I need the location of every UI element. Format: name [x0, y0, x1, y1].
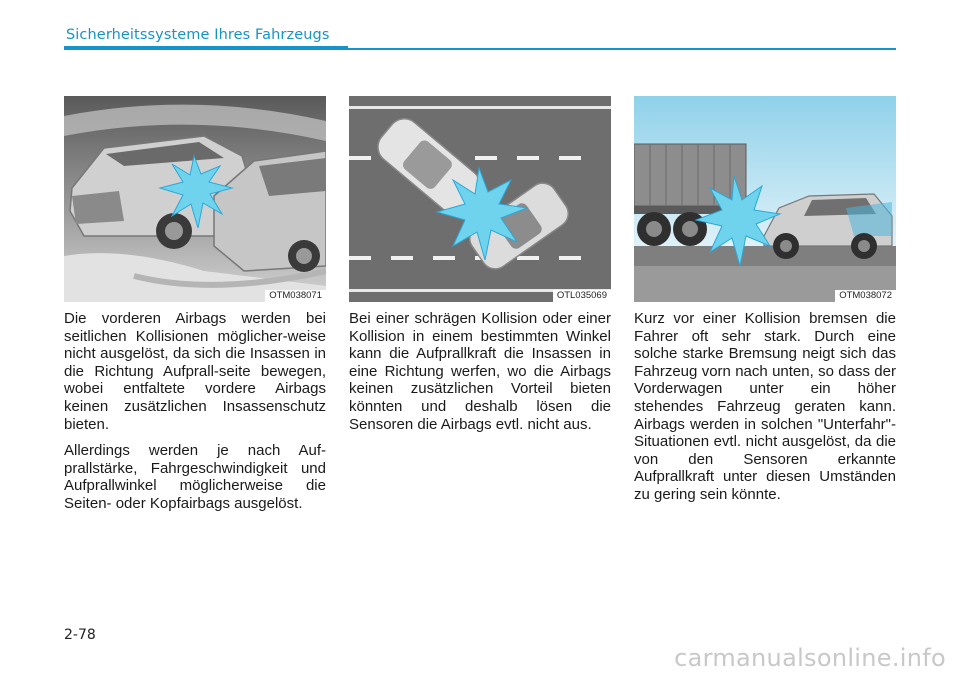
paragraph: Die vorderen Airbags werden bei seitlichen Kollisionen möglicher-weise nicht ausgelöst, da sich die Insassen in die Richtung Aufprall-seite bewegen, wobei entfaltete vordere Airbags keinen zusätzlichen Insassenschutz bieten. [64, 310, 326, 433]
figure-code: OTL035069 [553, 290, 611, 302]
header-rule-accent [64, 46, 348, 50]
watermark: carmanualsonline.info [674, 644, 946, 672]
paragraph: Kurz vor einer Kollision bremsen die Fahrer oft sehr stark. Durch eine solche starke Bremsung neigt sich das Fahrzeug vorn nach unten, so dass der Vorderwagen unter ein höher stehendes Fahrzeug geraten kann. Airbags werden in solchen "Unterfahr"- Situationen evtl. nicht ausgelöst, da die von den Sensoren erkannte Aufprallkraft unter diesen Umständen zu gering sein könnte. [634, 310, 896, 503]
figure-underride-collision [634, 96, 896, 302]
column-text-oblique-collision [349, 310, 611, 442]
figure-code: OTM038071 [265, 290, 326, 302]
side-collision-illustration [64, 96, 326, 302]
column-text-side-collision [64, 310, 326, 522]
figure-oblique-collision [349, 96, 611, 302]
figure-code: OTM038072 [835, 290, 896, 302]
figure-side-collision [64, 96, 326, 302]
page-number: 2-78 [64, 627, 96, 643]
underride-collision-illustration [634, 96, 896, 302]
paragraph: Bei einer schrägen Kollision oder einer Kollision in einem bestimmten Winkel kann die Aufprallkraft die Insassen in eine Richtung werfen, wo die Airbags keinen zusätzlichen Vorteil bieten könnten und deshalb lösen die Sensoren die Airbags evtl. nicht aus. [349, 310, 611, 433]
section-title: Sicherheitssysteme Ihres Fahrzeugs [66, 27, 330, 43]
paragraph: Allerdings werden je nach Auf-prallstärke, Fahrgeschwindigkeit und Aufprallwinkel möglicherweise die Seiten- oder Kopfairbags ausgelöst. [64, 442, 326, 512]
oblique-collision-illustration [349, 96, 611, 302]
header-rule [348, 48, 896, 50]
column-text-underride-collision [634, 310, 896, 513]
